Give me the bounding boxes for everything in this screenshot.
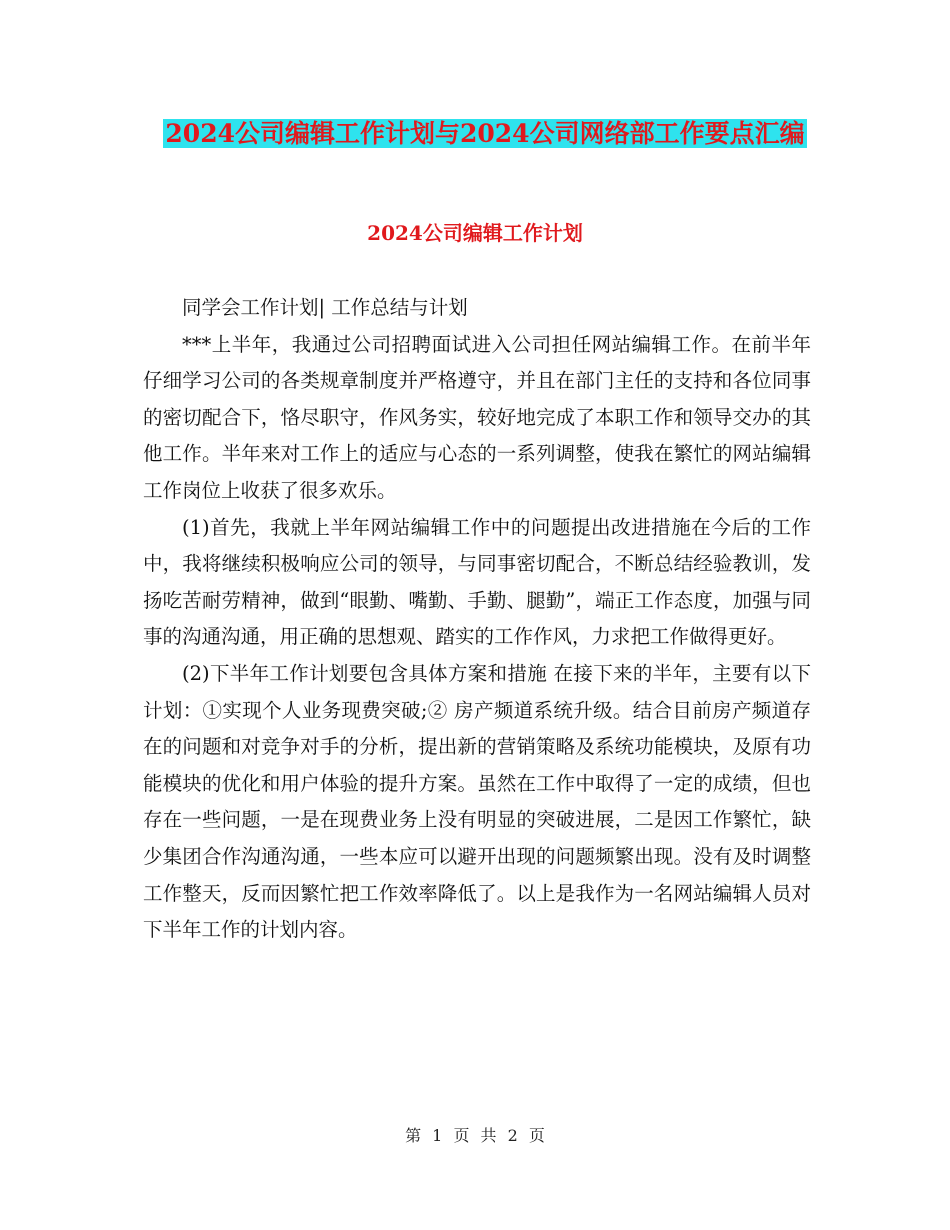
- paragraph-point-1: (1)首先，我就上半年网站编辑工作中的问题提出改进措施在今后的工作中，我将继续积极响应公司的领导，与同事密切配合，不断总结经验教训，发扬吃苦耐劳精神，做到“眼勤、嘴勤、手勤、腿勤”，端正工作态度，加强与同事的沟通沟通，用正确的思想观、踏实的工作作风，力求把工作做得更好。: [143, 515, 811, 649]
- paragraph-intro: ***上半年，我通过公司招聘面试进入公司担任网站编辑工作。在前半年仔细学习公司的各类规章制度并严格遵守，并且在部门主任的支持和各位同事的密切配合下，恪尽职守，作风务实，较好地完成了本职工作和领导交办的其他工作。半年来对工作上的适应与心态的一系列调整，使我在繁忙的网站编辑工作岗位上收获了很多欢乐。: [143, 332, 811, 502]
- document-title: [150, 112, 820, 156]
- paragraph-subtitle: 同学会工作计划| 工作总结与计划: [182, 296, 468, 319]
- paragraph-point-2: (2)下半年工作计划要包含具体方案和措施 在接下来的半年，主要有以下计划：①实现个人业务现费突破;② 房产频道系统升级。结合目前房产频道存在的问题和对竞争对手的分析，提出新的营销策略及系统功能模块，及原有功能模块的优化和用户体验的提升方案。虽然在工作中取得了一定的成绩，但也存在一些问题，一是在现费业务上没有明显的突破进展，二是因工作繁忙，缺少集团合作沟通沟通，一些本应可以避开出现的问题频繁出现。没有及时调整工作整天，反而因繁忙把工作效率降低了。以上是我作为一名网站编辑人员对下半年工作的计划内容。: [143, 661, 811, 942]
- document-body: [143, 290, 811, 949]
- page-footer: 第 1 页 共 2 页: [405, 1126, 545, 1145]
- document-title-text: 2024公司编辑工作计划与2024公司网络部工作要点汇编: [165, 119, 805, 148]
- section-title: 2024公司编辑工作计划: [367, 221, 583, 245]
